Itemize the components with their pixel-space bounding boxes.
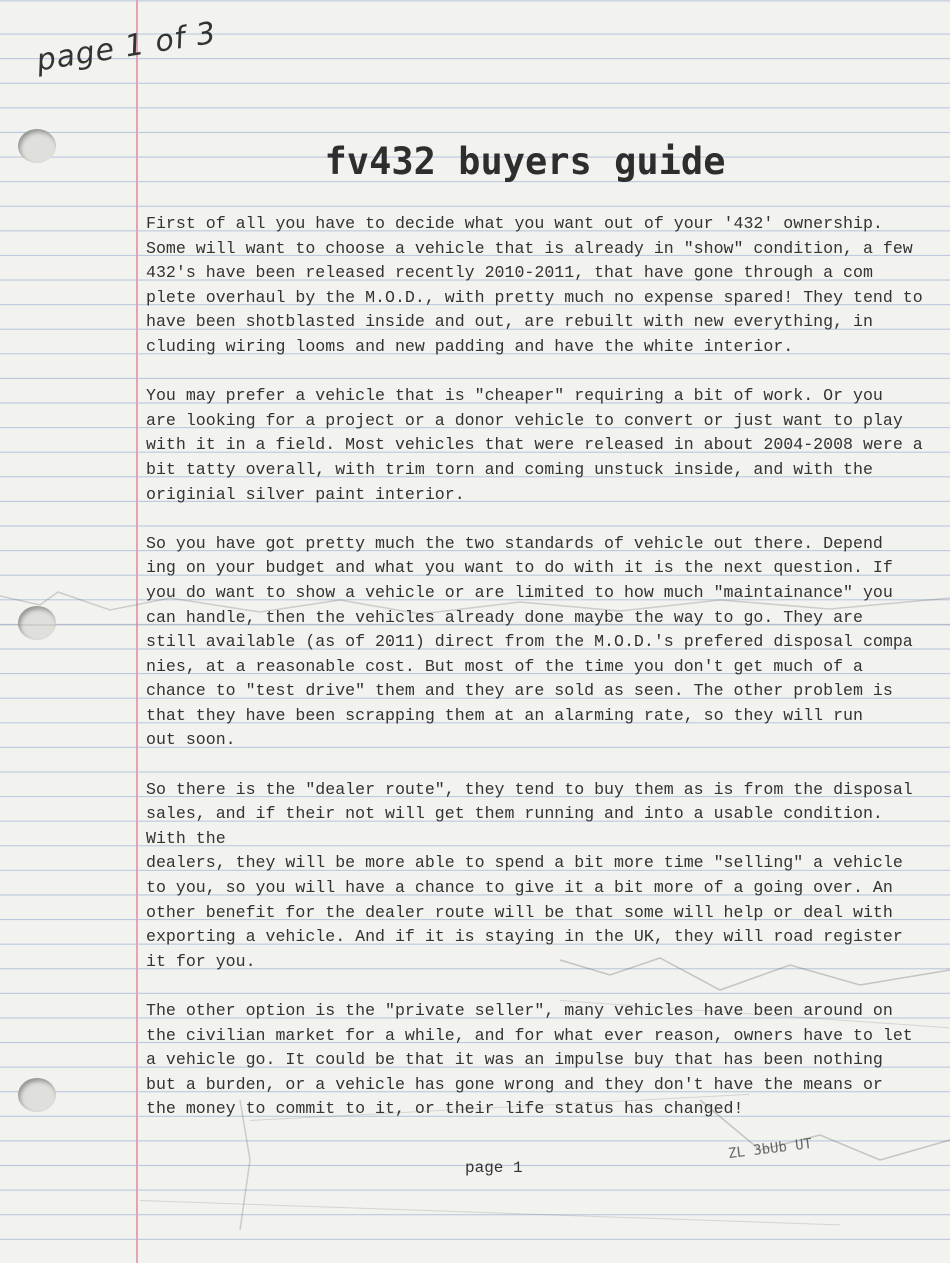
text-line: chance to "test drive" them and they are sold as seen. The other problem is [146,681,893,701]
text-line: with it in a field. Most vehicles that were released in about 2004-2008 were a [146,435,923,455]
text-line: 432's have been released recently 2010-2011, that have gone through a com [146,263,873,283]
paragraph-2 [146,384,936,507]
paragraph-5 [146,999,936,1122]
text-line: still available (as of 2011) direct from the M.O.D.'s prefered disposal compa [146,632,913,652]
text-line: have been shotblasted inside and out, are rebuilt with new everything, in [146,312,873,332]
text-line: but a burden, or a vehicle has gone wrong and they don't have the means or [146,1074,883,1094]
text-line: dealers, they will be more able to spend a bit more time "selling" a vehicle [146,853,903,873]
text-line: So you have got pretty much the two standards of vehicle out there. Depend [146,533,883,553]
text-line: First of all you have to decide what you want out of your '432' ownership. [146,214,883,233]
text-line: the civilian market for a while, and for what ever reason, owners have to let [146,1025,913,1045]
text-line: With the [146,828,226,848]
text-line: to you, so you will have a chance to give it a bit more of a going over. An [146,878,893,898]
text-line: other benefit for the dealer route will be that some will help or deal with [146,902,893,922]
text-line: the money to commit to it, or their life status has changed! [146,1099,744,1119]
paragraph-1 [146,212,936,360]
handwritten-page-note: page 1 of 3 [34,15,219,79]
paragraph-3 [146,532,936,753]
text-line: cluding wiring looms and new padding and have the white interior. [146,336,794,356]
text-line: Some will want to choose a vehicle that is already in "show" condition, a few [146,238,913,258]
text-line: ing on your budget and what you want to do with it is the next question. If [146,558,893,578]
page-number-footer: page 1 [465,1159,523,1177]
faded-stamp-text: ZL 3bUb UT [727,1135,813,1163]
text-line: you do want to show a vehicle or are limited to how much "maintainance" you [146,582,893,602]
text-line: originial silver paint interior. [146,484,465,504]
text-line: out soon. [146,730,236,750]
text-line: are looking for a project or a donor vehicle to convert or just want to play [146,410,903,430]
text-line: that they have been scrapping them at an alarming rate, so they will run [146,705,863,725]
text-line: it for you. [146,951,256,971]
text-line: The other option is the "private seller", many vehicles have been around on [146,1001,893,1020]
text-line: exporting a vehicle. And if it is staying in the UK, they will road register [146,927,903,947]
text-line: You may prefer a vehicle that is "cheaper" requiring a bit of work. Or you [146,386,883,406]
text-line: So there is the "dealer route", they tend to buy them as is from the disposal [146,779,913,799]
page-title: fv432 buyers guide [324,140,726,183]
paragraph-4 [146,778,936,975]
text-line: nies, at a reasonable cost. But most of the time you don't get much of a [146,656,863,676]
body-text [146,212,936,1147]
text-line: a vehicle go. It could be that it was an impulse buy that has been nothing [146,1050,883,1070]
text-line: plete overhaul by the M.O.D., with pretty much no expense spared! They tend to [146,287,923,307]
text-line: bit tatty overall, with trim torn and coming unstuck inside, and with the [146,459,873,479]
text-line: can handle, then the vehicles already done maybe the way to go. They are [146,607,863,627]
text-line: sales, and if their not will get them running and into a usable condition. [146,804,883,824]
